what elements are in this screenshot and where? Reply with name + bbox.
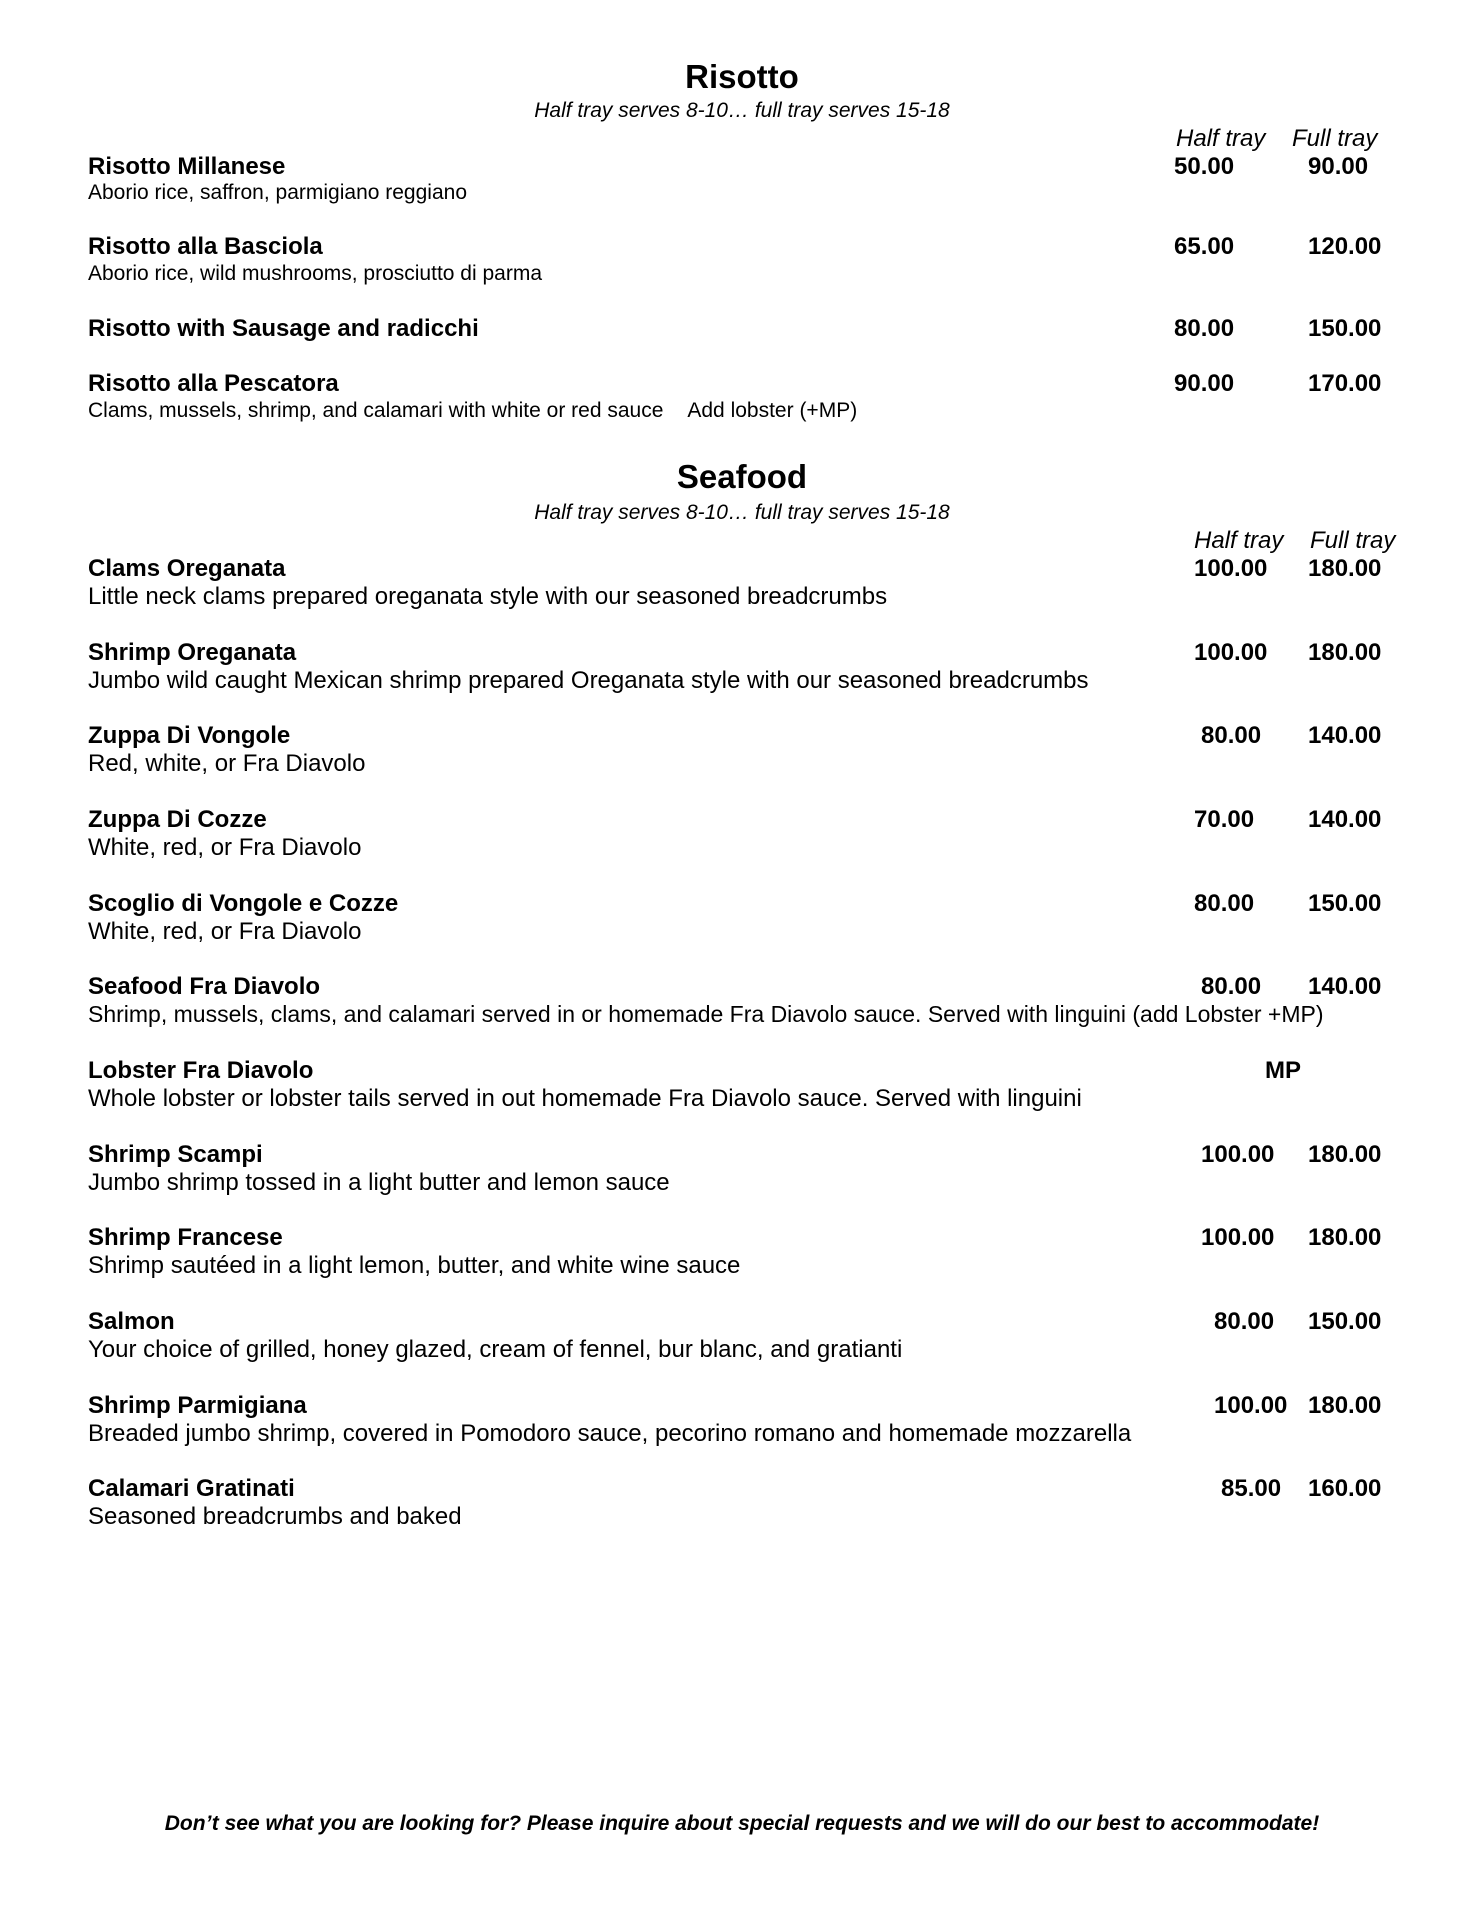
item-description: Jumbo shrimp tossed in a light butter and lemon sauce xyxy=(88,1169,670,1196)
seafood-full-tray-header: Full tray xyxy=(1310,527,1396,554)
half-tray-price: 85.00 xyxy=(1221,1475,1282,1502)
market-price: MP xyxy=(1265,1057,1301,1084)
item-name: Salmon xyxy=(88,1308,175,1335)
risotto-subtitle: Half tray serves 8-10… full tray serves 15-18 xyxy=(534,99,950,122)
item-description: Aborio rice, saffron, parmigiano reggiano xyxy=(88,181,467,204)
item-name: Shrimp Scampi xyxy=(88,1141,263,1168)
item-description: Jumbo wild caught Mexican shrimp prepared Oreganata style with our seasoned breadcrumbs xyxy=(88,667,1089,694)
half-tray-price: 100.00 xyxy=(1194,639,1268,666)
item-description: Whole lobster or lobster tails served in out homemade Fra Diavolo sauce. Served with linguini xyxy=(88,1085,1082,1112)
full-tray-price: 90.00 xyxy=(1308,153,1369,180)
item-name: Risotto alla Pescatora xyxy=(88,370,339,397)
half-tray-price: 100.00 xyxy=(1214,1392,1288,1419)
full-tray-price: 140.00 xyxy=(1308,973,1382,1000)
item-name: Risotto Millanese xyxy=(88,153,286,180)
item-description-addon: Add lobster (+MP) xyxy=(687,399,858,422)
item-description: Aborio rice, wild mushrooms, prosciutto di parma xyxy=(88,262,543,285)
half-tray-price: 70.00 xyxy=(1194,806,1255,833)
item-description: White, red, or Fra Diavolo xyxy=(88,834,362,861)
full-tray-price: 150.00 xyxy=(1308,890,1382,917)
item-name: Scoglio di Vongole e Cozze xyxy=(88,890,399,917)
risotto-full-tray-header: Full tray xyxy=(1292,125,1378,152)
full-tray-price: 160.00 xyxy=(1308,1475,1382,1502)
item-description: Shrimp, mussels, clams, and calamari served in or homemade Fra Diavolo sauce. Served with linguini (add Lobster +MP) xyxy=(88,1001,1324,1027)
full-tray-price: 170.00 xyxy=(1308,370,1382,397)
item-name: Clams Oreganata xyxy=(88,555,286,582)
half-tray-price: 80.00 xyxy=(1201,722,1262,749)
item-description: Shrimp sautéed in a light lemon, butter, and white wine sauce xyxy=(88,1252,741,1279)
seafood-subtitle: Half tray serves 8-10… full tray serves 15-18 xyxy=(534,501,950,524)
half-tray-price: 80.00 xyxy=(1201,973,1262,1000)
item-name: Lobster Fra Diavolo xyxy=(88,1057,314,1084)
full-tray-price: 180.00 xyxy=(1308,1224,1382,1251)
footer-note: Don’t see what you are looking for? Please inquire about special requests and we will do our best to accommodate! xyxy=(164,1812,1320,1835)
half-tray-price: 50.00 xyxy=(1174,153,1235,180)
item-name: Shrimp Oreganata xyxy=(88,639,297,666)
full-tray-price: 150.00 xyxy=(1308,315,1382,342)
half-tray-price: 80.00 xyxy=(1214,1308,1275,1335)
item-name: Risotto alla Basciola xyxy=(88,233,323,260)
half-tray-price: 65.00 xyxy=(1174,233,1235,260)
half-tray-price: 80.00 xyxy=(1194,890,1255,917)
half-tray-price: 100.00 xyxy=(1201,1141,1275,1168)
full-tray-price: 180.00 xyxy=(1308,639,1382,666)
item-name: Shrimp Parmigiana xyxy=(88,1392,307,1419)
seafood-half-tray-header: Half tray xyxy=(1194,527,1284,554)
item-description: Red, white, or Fra Diavolo xyxy=(88,750,366,777)
full-tray-price: 180.00 xyxy=(1308,1392,1382,1419)
risotto-title: Risotto xyxy=(685,58,799,95)
item-name: Zuppa Di Vongole xyxy=(88,722,291,749)
half-tray-price: 90.00 xyxy=(1174,370,1235,397)
item-description: White, red, or Fra Diavolo xyxy=(88,918,362,945)
item-name: Shrimp Francese xyxy=(88,1224,283,1251)
item-description-text: Clams, mussels, shrimp, and calamari with white or red sauce xyxy=(88,399,664,422)
half-tray-price: 100.00 xyxy=(1194,555,1268,582)
seafood-title: Seafood xyxy=(676,458,808,495)
half-tray-price: 100.00 xyxy=(1201,1224,1275,1251)
risotto-half-tray-header: Half tray xyxy=(1176,125,1266,152)
full-tray-price: 140.00 xyxy=(1308,722,1382,749)
item-name: Zuppa Di Cozze xyxy=(88,806,267,833)
full-tray-price: 140.00 xyxy=(1308,806,1382,833)
item-description: Breaded jumbo shrimp, covered in Pomodoro sauce, pecorino romano and homemade mozzarella xyxy=(88,1420,1132,1447)
item-name: Risotto with Sausage and radicchi xyxy=(88,315,479,342)
item-description: Little neck clams prepared oreganata style with our seasoned breadcrumbs xyxy=(88,583,888,610)
item-description: Seasoned breadcrumbs and baked xyxy=(88,1503,462,1530)
item-description: Your choice of grilled, honey glazed, cream of fennel, bur blanc, and gratianti xyxy=(88,1336,903,1363)
half-tray-price: 80.00 xyxy=(1174,315,1235,342)
full-tray-price: 180.00 xyxy=(1308,555,1382,582)
full-tray-price: 180.00 xyxy=(1308,1141,1382,1168)
item-description xyxy=(88,399,857,423)
full-tray-price: 120.00 xyxy=(1308,233,1382,260)
item-name: Seafood Fra Diavolo xyxy=(88,973,321,1000)
full-tray-price: 150.00 xyxy=(1308,1308,1382,1335)
item-name: Calamari Gratinati xyxy=(88,1475,295,1502)
